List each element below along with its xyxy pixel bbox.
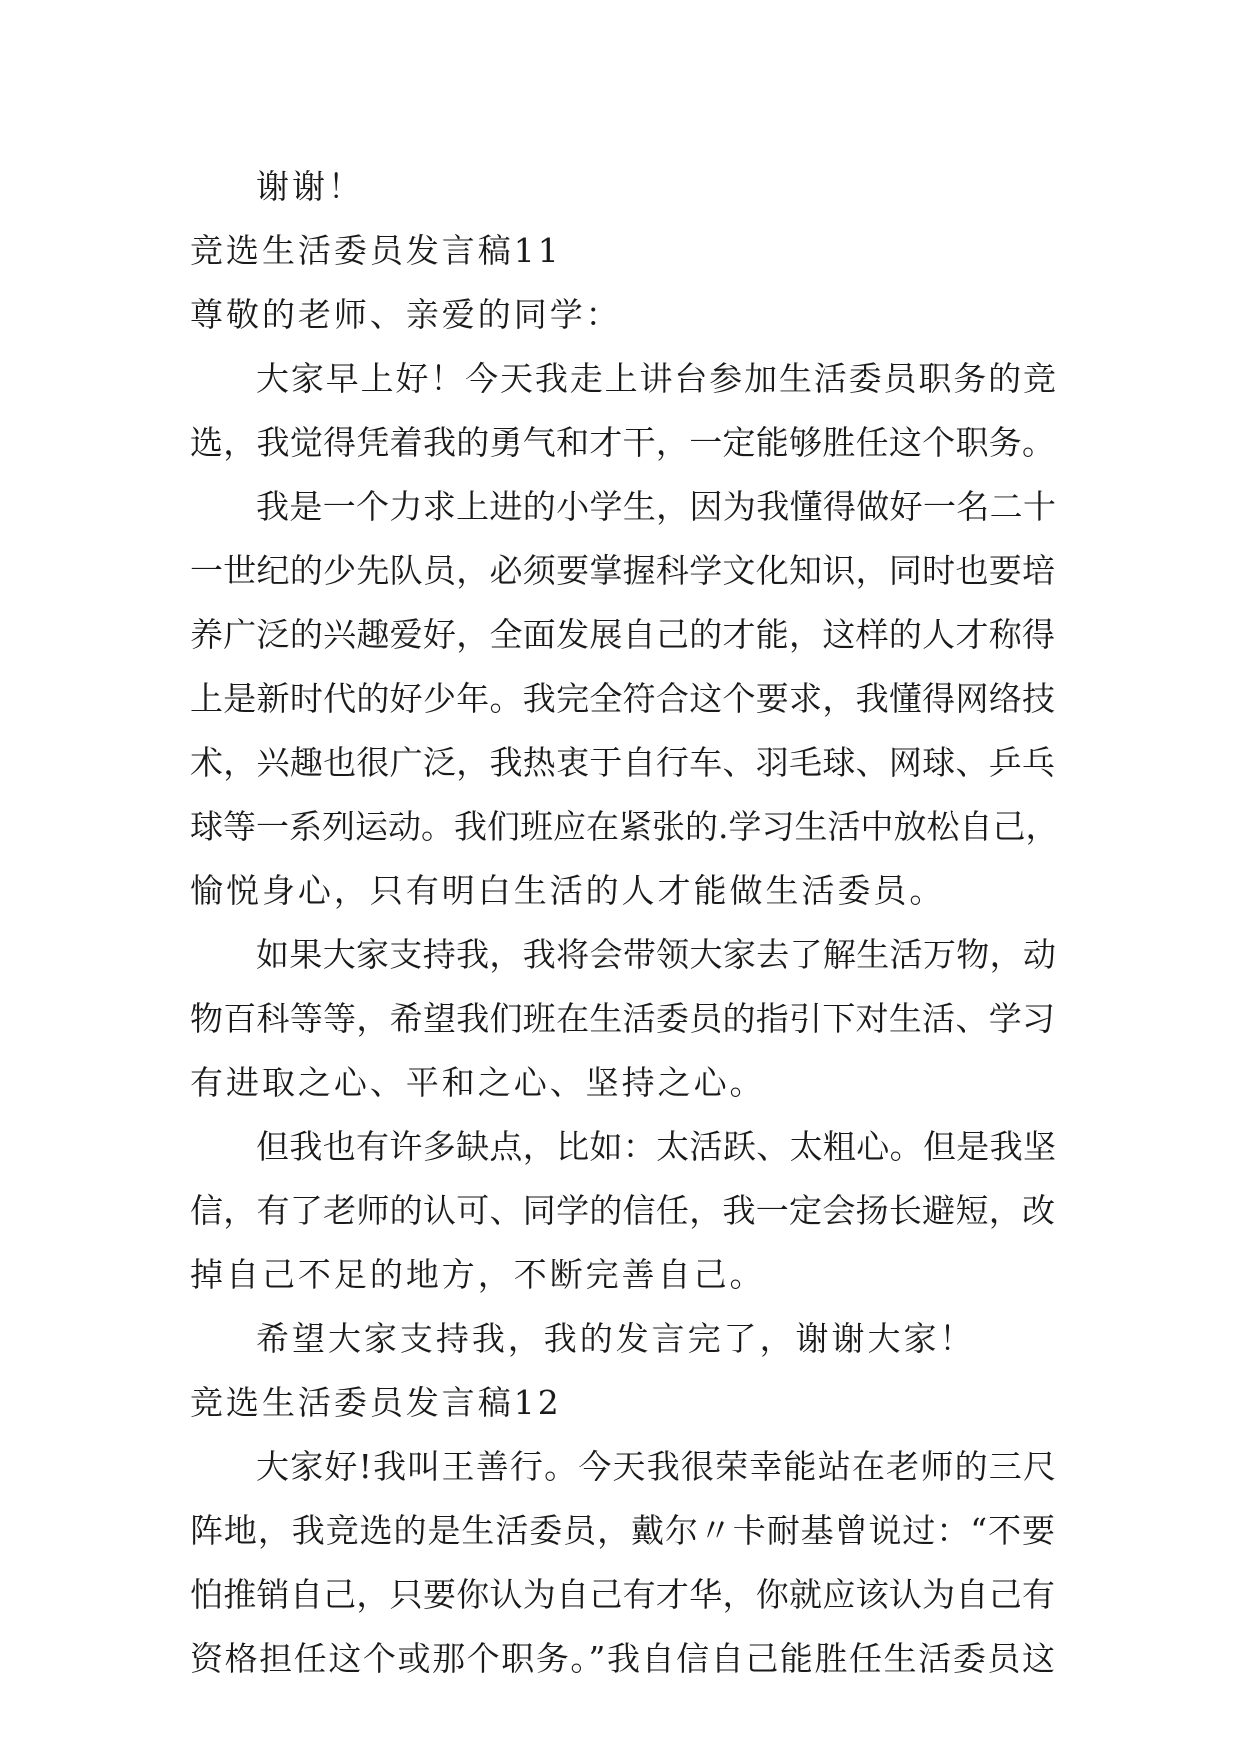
text-line: 上是新时代的好少年。我完全符合这个要求，我懂得网络技 <box>190 679 1055 718</box>
text-line: 大家早上好！今天我走上讲台参加生活委员职务的竞 <box>256 359 1056 398</box>
text-line: 信，有了老师的认可、同学的信任，我一定会扬长避短，改 <box>190 1191 1055 1230</box>
text-line: 有进取之心、平和之心、坚持之心。 <box>190 1063 766 1102</box>
text-line: 阵地，我竞选的是生活委员，戴尔〃卡耐基曾说过：“不要 <box>190 1511 1055 1550</box>
text-line: 术，兴趣也很广泛，我热衷于自行车、羽毛球、网球、乒乓 <box>190 743 1055 782</box>
text-line: 一世纪的少先队员，必须要掌握科学文化知识，同时也要培 <box>190 551 1055 590</box>
text-line: 怕推销自己，只要你认为自己有才华，你就应该认为自己有 <box>190 1575 1055 1614</box>
text-line: 愉悦身心，只有明白生活的人才能做生活委员。 <box>190 871 946 910</box>
text-line: 我是一个力求上进的小学生，因为我懂得做好一名二十 <box>256 487 1056 526</box>
text-line: 养广泛的兴趣爱好，全面发展自己的才能，这样的人才称得 <box>190 615 1055 654</box>
section-heading: 竞选生活委员发言稿11 <box>190 231 562 270</box>
text-line: 资格担任这个或那个职务。”我自信自己能胜任生活委员这 <box>190 1639 1055 1678</box>
salutation: 尊敬的老师、亲爱的同学： <box>190 295 622 334</box>
text-line: 物百科等等，希望我们班在生活委员的指引下对生活、学习 <box>190 999 1055 1038</box>
text-line: 但我也有许多缺点，比如：太活跃、太粗心。但是我坚 <box>256 1127 1056 1166</box>
text-line: 球等一系列运动。我们班应在紧张的.学习生活中放松自己， <box>190 807 1059 846</box>
section-heading: 竞选生活委员发言稿12 <box>190 1383 562 1422</box>
text-line: 如果大家支持我，我将会带领大家去了解生活万物，动 <box>256 935 1056 974</box>
text-line: 选，我觉得凭着我的勇气和才干，一定能够胜任这个职务。 <box>190 423 1055 462</box>
text-line: 希望大家支持我，我的发言完了，谢谢大家！ <box>256 1319 976 1358</box>
text-line: 掉自己不足的地方，不断完善自己。 <box>190 1255 766 1294</box>
text-line: 大家好!我叫王善行。今天我很荣幸能站在老师的三尺 <box>256 1447 1056 1486</box>
text-line: 谢谢！ <box>256 167 364 206</box>
